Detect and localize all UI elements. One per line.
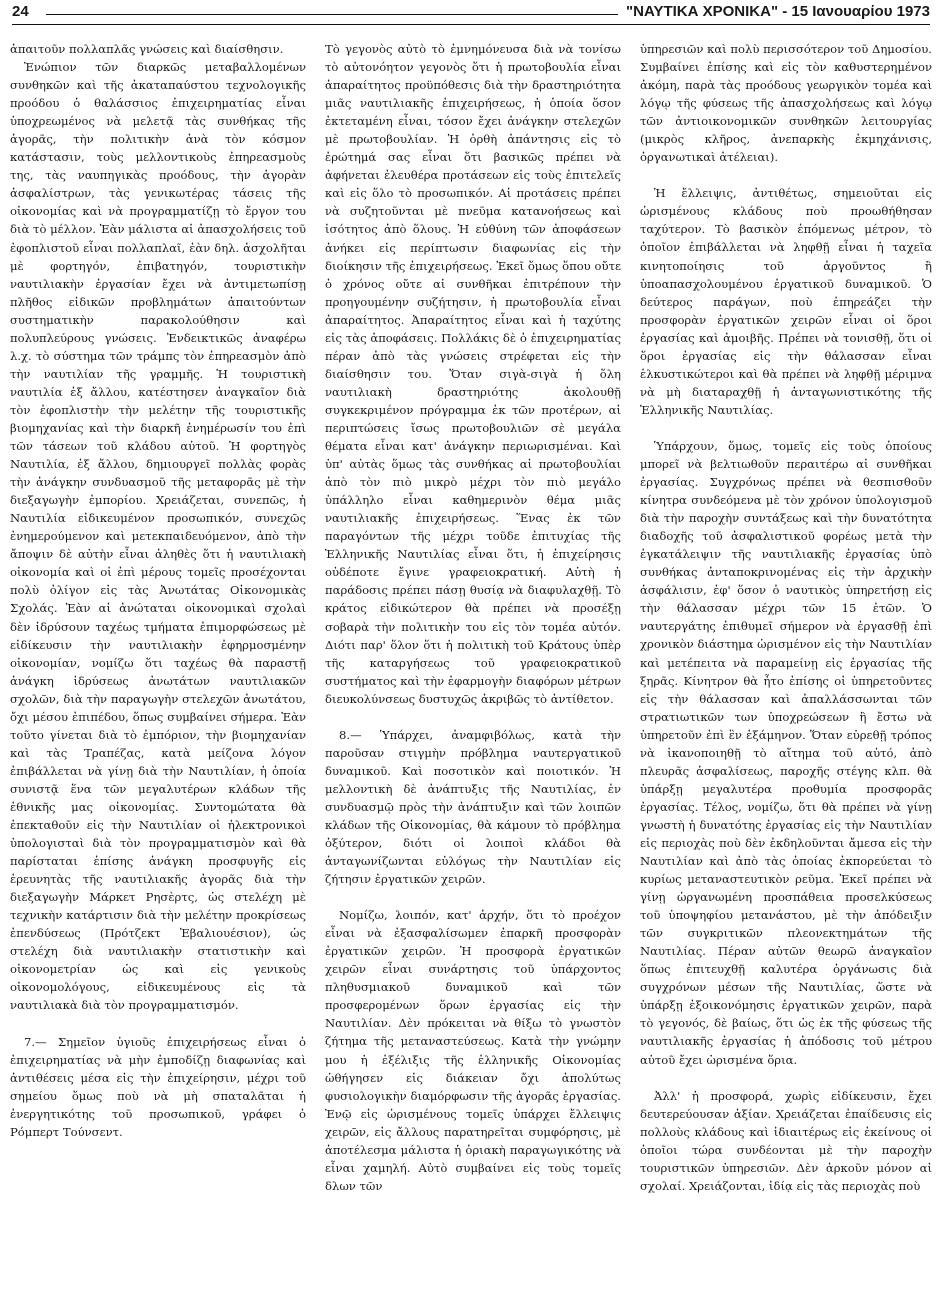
paragraph: Τὸ γεγονὸς αὐτὸ τὸ ἐμνημόνευσα διὰ νὰ τονίσω τὸ αὐτονόητον γεγονὸς ὅτι ἡ πρωτοβουλία εἶναι ἀπαραίτητος προϋπόθεσις διὰ τὴν δραστηριότητα μιᾶς ναυτιλιακῆς ἐπιχειρήσεως, ἡ ὁποία ὅσον ἐκτεταμένη εἶναι, τόσον ἔχει ἀνάγκην στελεχῶν μὲ πρωτοβουλίαν. Ἡ ὀρθὴ ἀπάντησις εἰς τὸ ἐρώτημά σας εἶναι ὅτι βασικῶς πρέπει νὰ ἀφήνεται ἐλευθέρα προτάσεων εἰς τοὺς ἐπιτελεῖς καὶ εἰς ὅλο τὸ προσωπικόν. Αἱ προτάσεις πρέπει νὰ συζητοῦνται μὲ πνεῦμα κατανοήσεως καὶ ἰσότητος ἀπὸ ὅλους. Ἡ εὐθύνη τῶν ἀποφάσεων ἀνήκει εἰς περίπτωσιν διαφωνίας εἰς τὴν διοίκησιν τῆς ἐπιχειρήσεως. Ἐκεῖ ὅμως ὅπου οὔτε ὁ χρόνος οὔτε αἱ συνθῆκαι ἐπιτρέπουν τὴν προηγουμένην συζήτησιν, ἡ πρωτοβουλία εἶναι ἀπαραίτητος. Ἀπαραίτητος εἶναι καὶ ἡ ταχύτης εἰς τὰς ἀποφάσεις. Πολλάκις δὲ ὁ ἐπιχειρηματίας πέραν ἀπὸ τὰς γνώσεις στρέφεται εἰς τὴν διαίσθησιν του. Ὅταν σιγὰ-σιγὰ ἡ ὅλη ναυτιλιακὴ δραστηριότης ἀκολουθῇ συγκεκριμένον πρόγραμμα ἐκ τῶν προτέρων, αἱ περιπτώσεις ἴσως πρωτοβουλιῶν σὲ μεγάλα θέματα εἶναι κατ' ἀνάγκην περιωρισμέναι. Καὶ ὑπ' αὐτὰς ὅμως τὰς συνθήκας αἱ πρωτοβουλίαι ἀπὸ τὸν πιὸ μικρὸ μέχρι τὸν πιὸ μεγάλο ὑπάλληλο εἶναι καθημερινὸν θέμα μιᾶς ναυτιλιακῆς ἐπιχειρήσεως. Ἕνας ἐκ τῶν παραγόντων τῆς μέχρι τοῦδε ἐπιτυχίας τῆς Ἑλληνικῆς Ναυτιλίας εἶναι ὅτι, ἡ ἐπιχείρησις οὐδέποτε ἔγινε γραφειοκρατική. Αὐτὴ ἡ παράδοσις πρέπει πάσῃ θυσίᾳ νὰ διαφυλαχθῇ. Τὸ κράτος εἰδικώτερον θὰ πρέπει νὰ προσέξῃ σοβαρὰ τὴν πολιτικὴν του εἰς τὸν τομέα αὐτόν. Διότι παρ' ὅλον ὅτι ἡ πολιτικὴ τοῦ Κράτους ὑπὲρ τῆς καταργήσεως τοῦ γραφειοκρατικοῦ συστήματος καὶ τὴν ἐφαρμογὴν διαφόρων μέτρων διευκολύνσεως δυστυχῶς ἀκριβῶς τὸ ἀντίθετον. xyxy=(325,42,621,706)
paragraph: Ὑπάρχουν, ὅμως, τομεῖς εἰς τοὺς ὁποίους μπορεῖ νὰ βελτιωθοῦν περαιτέρω αἱ συνθῆκαι ἐργασίας. Συγχρόνως πρέπει νὰ θεσπισθοῦν κίνητρα συνδεόμενα μὲ τὸν χρόνον ὑπολογισμοῦ διὰ τὴν παροχὴν συντάξεως καὶ τὴν δυνατότητα διαδοχῆς τοῦ ἀσφαλιστικοῦ φορέως μετὰ τὴν ἐγκατάλειψιν τῆς ναυτιλιακῆς ἐργασίας ὑπὸ συνθήκας ἀνταποκρινομένας εἰς τὴν ἀρχικὴν ἀσφάλισιν, ἐφ' ὅσον ὁ ναυτικὸς ὑπηρετήσῃ εἰς τὴν θάλασσαν μέχρι τῶν 15 ἐτῶν. Ὁ ναυτεργάτης ἐπιθυμεῖ σήμερον νὰ ἐργασθῇ ἐπὶ χρονικὸν διάστημα ὡρισμένον εἰς τὴν Ναυτιλίαν καὶ μετέπειτα νὰ παραμείνῃ εἰς ἐργασίας τῆς ξηρᾶς. Κίνητρον θὰ ἦτο ἐπίσης οἱ ὑπηρετοῦντες εἰς τὴν θάλασσαν καὶ ἀπαλλάσσωνται τῶν στρατιωτικῶν των ὑποχρεώσεων ἢ ἔστω νὰ ὑπηρετοῦν ἐπὶ ἓν ἑξάμηνον. Ὅταν εὑρεθῇ τρόπος νὰ ἱκανοποιηθῇ τὸ αἴτημα τοῦ αὐτό, ἀπὸ πλευρᾶς ἀσφαλίσεως, παροχῆς στέγης κλπ. θὰ ὑπάρξῃ μεγαλυτέρα προθυμία προσφορᾶς ἐργασίας. Τέλος, νομίζω, ὅτι θὰ πρέπει νὰ γίνῃ γνωστὴ ἡ δυνατότης ἐργασίας εἰς τὴν Ναυτιλίαν εἰς περιοχὰς ποὺ δὲν ἐκδηλοῦνται ἄμεσα εἰς τὴν Ναυτιλίαν καὶ ἀπὸ τὰς ὁποίας ἐκπορεύεται τὸ κυρίως μεταναστευτικὸν ρεῦμα. Ἐκεῖ πρέπει νὰ γίνῃ ὠργανωμένη προσπάθεια προσελκύσεως τοῦ ὑποψηφίου μετανάστου, μὲ τὴν ἀπόδειξιν τῶν συγκριτικῶν πλεονεκτημάτων τῆς Ναυτιλίας. Πέραν αὐτῶν θεωρῶ ἀναγκαῖον ὅπως ἐπιτευχθῇ καλυτέρα ὀργάνωσις διὰ συγχρόνων μέσων τῆς Ναυτιλίας, ὥστε νὰ ὑπάρξῃ ἐξοικονόμησις ἐργατικῶν χειρῶν, παρὰ τὸ γεγονός, δὲ βαίως, ὅτι ὡς ἐκ τῆς φύσεως τῆς ναυτιλιακῆς ἐργασίας ἡ ἀπόδοσις τοῦ μέτρου αὐτοῦ ἔχει ὡρισμένα ὅρια. xyxy=(640,438,932,1067)
text-column-3 xyxy=(640,40,932,1195)
paragraph: 7.— Σημεῖον ὑγιοῦς ἐπιχειρήσεως εἶναι ὁ ἐπιχειρηματίας νὰ μὴν ἐμποδίζῃ διαφωνίας καὶ ἀντιθέσεις μέσα εἰς τὴν ἐπιχείρησιν, μέχρι τοῦ σημείου ὅμως ποὺ νὰ μὴ σπαταλᾶται ἡ ἐνεργητικότης τοῦ προσωπικοῦ, γράφει ὁ Ρόμπερτ Τούνσεντ. xyxy=(10,1034,306,1139)
text-column-1 xyxy=(10,40,306,1141)
text-column-2 xyxy=(325,40,621,1195)
paragraph: 8.— Ὑπάρχει, ἀναμφιβόλως, κατὰ τὴν παροῦσαν στιγμὴν πρόβλημα ναυτεργατικοῦ δυναμικοῦ. Καὶ ποσοτικὸν καὶ ποιοτικόν. Ἡ μελλοντικὴ δὲ ἀνάπτυξις τῆς Ναυτιλίας, ἐν συνδυασμῷ πρὸς τὴν ἀνάπτυξιν καὶ τῶν λοιπῶν κλάδων τῆς Οἰκονομίας, θὰ κάμουν τὸ πρόβλημα ὀξύτερον, διότι οἱ λοιποὶ κλάδοι θὰ ἀνταγωνίζωνται εὐλόγως τὴν Ναυτιλίαν εἰς ζήτησιν ἐργατικῶν χειρῶν. xyxy=(325,727,621,887)
header-rule xyxy=(46,14,618,15)
header-underline xyxy=(12,24,930,25)
paragraph: ὑπηρεσιῶν καὶ πολὺ περισσότερον τοῦ Δημοσίου. Συμβαίνει ἐπίσης καὶ εἰς τὸν καθυστερημένον ἀκόμη, παρὰ τὰς προόδους γεωργικὸν τομέα καὶ λόγῳ τῆς φύσεως τῆς ἀπασχολήσεως καὶ λόγῳ τῶν ἀντιοικονομικῶν συνθηκῶν λειτουργίας (μικρὸς κλῆρος, ἀνεπαρκὴς ἐκμηχάνισις, ὀργανωτικαὶ ἀτέλειαι). xyxy=(640,42,932,165)
page-header xyxy=(12,0,930,20)
paragraph: Ἐνώπιον τῶν διαρκῶς μεταβαλλομένων συνθηκῶν καὶ τῆς ἀκαταπαύστου τεχνολογικῆς προόδου ὁ θαλάσσιος ἐπιχειρηματίας εἶναι ὑποχρεωμένος νὰ μελετᾷ τὰς συνθήκας τῆς ἀγορᾶς, τὴν πολιτικὴν ἀνὰ τὸν κόσμον κατάστασιν, τοὺς μελλοντικοὺς ἐπηρεασμοὺς της, τὰς ναυπηγικὰς προόδους, τὴν ἀγορὰν ἀσφαλίστρων, τὰς γενικωτέρας τάσεις τῆς οἰκονομίας καὶ νὰ προγραμματίζῃ τὸ ἔργον του διὰ τὸ μέλλον. Ἐὰν μάλιστα αἱ ἀπασχολήσεις τοῦ ἐφοπλιστοῦ εἶναι πολλαπλαῖ, ἐὰν δηλ. ἀσχολῆται μὲ φορτηγόν, ἐπιβατηγόν, τουριστικὴν ναυτιλιακὴν ἐργασίαν ἔχει νὰ ἀντιμετωπίσῃ πλῆθος εἰδικῶν προβλημάτων ἀπαιτούντων συστηματικὴν παρακολούθησιν καὶ πολυπλεύρους γνώσεις. Ἐνδεικτικῶς ἀναφέρω λ.χ. τὸ σύστημα τῶν τράμπς τὸν ἐπηρεασμὸν ἀπὸ τὴν ναυτιλίαν τῆς γραμμῆς. Ἡ τουριστικὴ ναυτιλία ἐξ ἄλλου, κατέστησεν ἀναγκαῖον διὰ τὸν ἐφοπλιστὴν τὴν μελέτην τῆς τουριστικῆς βιομηχανίας καὶ τὴν διαρκῆ ἐνημέρωσίν του ἐπὶ τῶν τάσεων τοῦ κλάδου αὐτοῦ. Ἡ φορτηγὸς Ναυτιλία, ἐξ ἄλλου, δημιουργεῖ πολλὰς φορὰς τὴν ἀνάγκην συνδυασμοῦ τῆς μεταφορᾶς μὲ τὴν διεξαγωγὴν ἐμπορίου. Χρειάζεται, συνεπῶς, ἡ Ναυτιλία εἰδικευμένον προσωπικόν, συνεχῶς ἐνημερούμενον καὶ μετεκπαιδευόμενον, ἀπὸ τὴν ἄποψιν δὲ αὐτὴν εἶναι ἀληθὲς ὅτι ἡ ναυτιλιακὴ οἰκονομία καὶ οἱ ἐπὶ μέρους τομεῖς προσέχονται πολὺ ὀλίγον εἰς τὰς Ἀνωτάτας Οἰκονομικὰς Σχολάς. Ἐὰν αἱ ἀνώταται οἰκονομικαὶ σχολαὶ δὲν ἱδρύσουν ταχέως τμήματα ἐπιμορφώσεως μὲ εἰδίκευσιν τὴν ναυτιλιακὴν ἐφηρμοσμένην οἰκονομίαν, νομίζω ὅτι ταχέως θὰ παραστῇ ἀνάγκη ἱδρύσεως ἀνωτάτων ναυτιλιακῶν σχολῶν, διὰ τὴν παραγωγὴν στελεχῶν ἀνωτάτου, ὄχι μέσου ἐπιπέδου, ὅπως συμβαίνει σήμερα. Ἐὰν τοῦτο γίνεται διὰ τὸ ἐμπόριον, τὴν βιομηχανίαν καὶ τὰς Τραπέζας, κατὰ μείζονα λόγον ἐπιβάλλεται νὰ γίνῃ διὰ τὴν Ναυτιλίαν, ἡ ὁποία συνιστᾷ ἕνα τῶν μεγαλυτέρων κλάδων τῆς ἐθνικῆς μας οἰκονομίας. Συντομώτατα θὰ ἐπεκταθοῦν εἰς τὴν Ναυτιλίαν οἱ ἠλεκτρονικοὶ ὑπολογισταὶ διὰ τὸν προγραμματισμὸν καὶ θὰ παρίσταται ἐπίσης ἀνάγκη προσφυγῆς εἰς ἐρευνητὰς τῆς ναυτιλιακῆς ἀγορᾶς διὰ τὴν διεξαγωγὴν Μάρκετ Ρησὲρτς, ὡς στελέχη μὲ τεχνικὴν κατάρτισιν διὰ τὴν μελέτην προκρίσεως ἐπενδύσεως (Πρότζεκτ Ἐβαλιουέσιον), ὡς στελέχη διὰ ναυτιλιακὴν στατιστικὴν καὶ οἰκονομετρίαν ὡς καὶ εἰς γενικοὺς οἰκονομολόγους, εἰδικευμένους εἰς τὰ ναυτιλιακὰ διὰ τὸν προγραμματισμόν. xyxy=(10,60,306,1013)
publication-title: "ΝΑΥΤΙΚΑ ΧΡΟΝΙΚΑ" - 15 Ιανουαρίου 1973 xyxy=(626,3,930,20)
paragraph: Ἡ ἔλλειψις, ἀντιθέτως, σημειοῦται εἰς ὡρισμένους κλάδους ποὺ προωθήθησαν ταχύτερον. Τὸ βασικὸν ἐπόμενως μέτρον, τὸ ὁποῖον ἐπιβάλλεται νὰ ληφθῇ εἶναι ἡ ταχεῖα κινητοποίησις τοῦ ἀργοῦντος ἢ ὑποαπασχολουμένου ἐργατικοῦ δυναμικοῦ. Ὁ δεύτερος παράγων, ποὺ ἐπηρεάζει τὴν προσφορὰν ἐργατικῶν χειρῶν εἶναι οἱ ὅροι ἐργασίας καὶ ἀμοιβῆς. Πρέπει νὰ τονισθῇ, ὅτι οἱ ὅροι ἐργασίας εἰς τὴν θάλασσαν εἶναι ἑλκυστικώτεροι καὶ θὰ πρέπει νὰ ληφθῇ μέριμνα νὰ μὴ διαταραχθῇ ἡ ἀνταγωνιστικότης τῆς Ἑλληνικῆς Ναυτιλίας. xyxy=(640,186,932,417)
paragraph: Νομίζω, λοιπόν, κατ' ἀρχήν, ὅτι τὸ προέχον εἶναι νὰ ἐξασφαλίσωμεν ἐπαρκῆ προσφορὰν ἐργατικῶν χειρῶν. Ἡ προσφορὰ ἐργατικῶν χειρῶν εἶναι συνάρτησις τοῦ ὑπάρχοντος πληθυσμιακοῦ δυναμικοῦ καὶ τῶν προσφερομένων ὅρων ἐργασίας εἰς τὴν Ναυτιλίαν. Δὲν πρόκειται νὰ θίξω τὸ γνωστὸν ζήτημα τῆς μεταναστεύσεως. Κατὰ τὴν γνώμην μου ἡ ἐξέλιξις τῆς ἑλληνικῆς Οἰκονομίας ὠθήγησεν εἰς διάκειαν ὄχι ἀπολύτως φυσιολογικὴν διαμόρφωσιν τῆς ἀγορᾶς ἐργασίας. Ἐνῷ εἰς ὡρισμένους τομεῖς ὑπάρχει ἔλλειψις χειρῶν, εἰς ἄλλους παρατηρεῖται συμφόρησις, μὲ ἀποτέλεσμα μάλιστα ἡ ὁριακὴ παραγωγικότης νὰ εἶναι χαμηλή. Αὐτὸ συμβαίνει εἰς τοὺς τομεῖς δλων τῶν xyxy=(325,908,621,1193)
paragraph: Ἀλλ' ἡ προσφορά, χωρὶς εἰδίκευσιν, ἔχει δευτερεύουσαν ἀξίαν. Χρειάζεται ἐπαίδευσις εἰς πολλοὺς κλάδους καὶ ἰδιαιτέρως εἰς ἐκείνους οἱ ὁποῖοι τώρα συνδέονται μὲ τὴν παροχὴν τουριστικῶν ὑπηρεσιῶν. Δὲν ἀρκοῦν μόνον αἱ σχολαί. Χρειάζονται, ἰδίᾳ εἰς τὰς περιοχὰς ποὺ xyxy=(640,1088,932,1193)
paragraph: ἀπαιτοῦν πολλαπλᾶς γνώσεις καὶ διαίσθησιν. xyxy=(10,42,284,56)
page-number: 24 xyxy=(12,3,29,20)
